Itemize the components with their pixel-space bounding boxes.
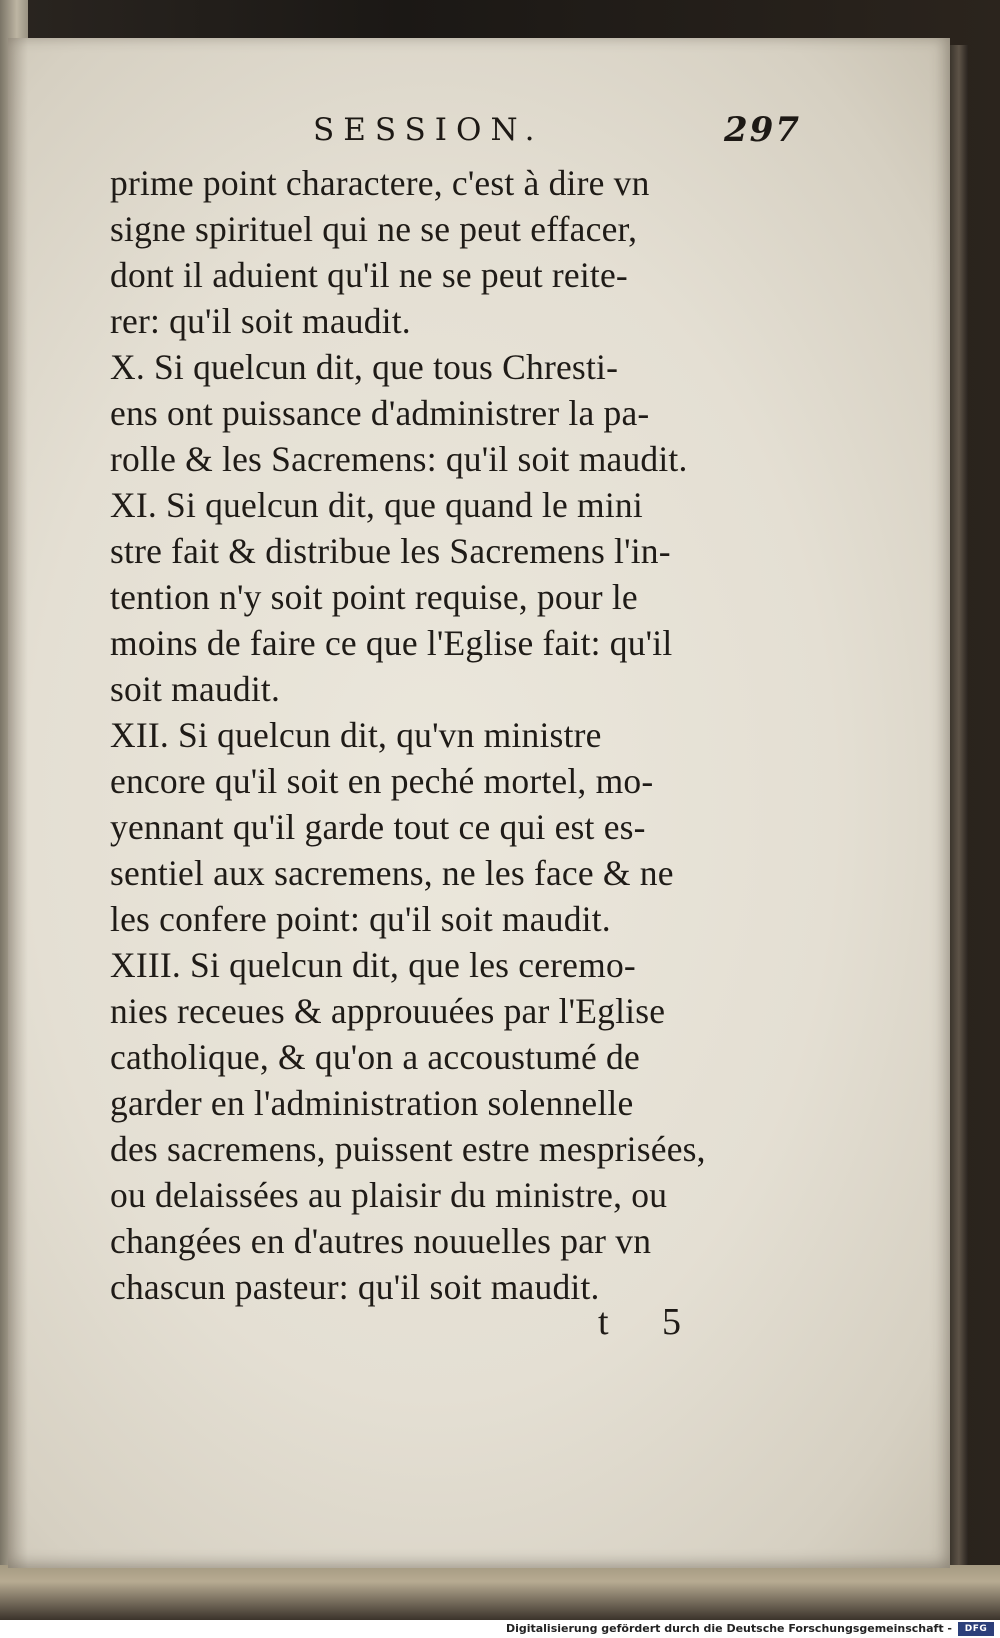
text-line: rolle & les Sacremens: qu'il soit maudit. — [110, 439, 688, 479]
dfg-logo: DFG — [958, 1622, 994, 1636]
book-edge-right — [950, 45, 968, 1575]
text-line: chascun pasteur: qu'il soit maudit. — [110, 1267, 600, 1307]
text-line: signe spirituel qui ne se peut effacer, — [110, 209, 638, 249]
page-header — [108, 112, 828, 162]
body-text — [110, 160, 800, 1310]
text-line: ou delaissées au plaisir du ministre, ou — [110, 1175, 668, 1215]
page-number: 297 — [724, 110, 801, 150]
text-line: moins de faire ce que l'Eglise fait: qu'il — [110, 623, 673, 663]
canon-xiii-line: XIII. Si quelcun dit, que les ceremo- — [110, 945, 636, 985]
text-line: des sacremens, puissent estre mesprisées, — [110, 1129, 706, 1169]
book-edge-bottom — [0, 1565, 1000, 1620]
text-line: les confere point: qu'il soit maudit. — [110, 899, 611, 939]
text-line: encore qu'il soit en peché mortel, mo- — [110, 761, 654, 801]
text-line: sentiel aux sacremens, ne les face & ne — [110, 853, 674, 893]
canon-xii-line: XII. Si quelcun dit, qu'vn ministre — [110, 715, 602, 755]
text-line: ens ont puissance d'administrer la pa- — [110, 393, 650, 433]
text-line: rer: qu'il soit maudit. — [110, 301, 411, 341]
text-line: nies receues & approuuées par l'Eglise — [110, 991, 666, 1031]
text-line: yennant qu'il garde tout ce qui est es- — [110, 807, 646, 847]
text-line: tention n'y soit point requise, pour le — [110, 577, 638, 617]
canon-x-line: X. Si quelcun dit, que tous Chresti- — [110, 347, 619, 387]
text-line: dont il aduient qu'il ne se peut reite- — [110, 255, 628, 295]
canon-xi-line: XI. Si quelcun dit, que quand le mini — [110, 485, 643, 525]
text-line: soit maudit. — [110, 669, 281, 709]
text-line: stre fait & distribue les Sacremens l'in- — [110, 531, 671, 571]
printer-signature-mark: t 5 — [598, 1301, 704, 1343]
text-line: catholique, & qu'on a accoustumé de — [110, 1037, 640, 1077]
funding-credit: Digitalisierung gefördert durch die Deutsche Forschungsgemeinschaft - — [505, 1622, 952, 1635]
text-line: garder en l'administration solennelle — [110, 1083, 634, 1123]
text-line: changées en d'autres nouuelles par vn — [110, 1221, 652, 1261]
text-line: prime point charactere, c'est à dire vn — [110, 163, 650, 203]
running-head: SESSION. — [313, 112, 544, 148]
